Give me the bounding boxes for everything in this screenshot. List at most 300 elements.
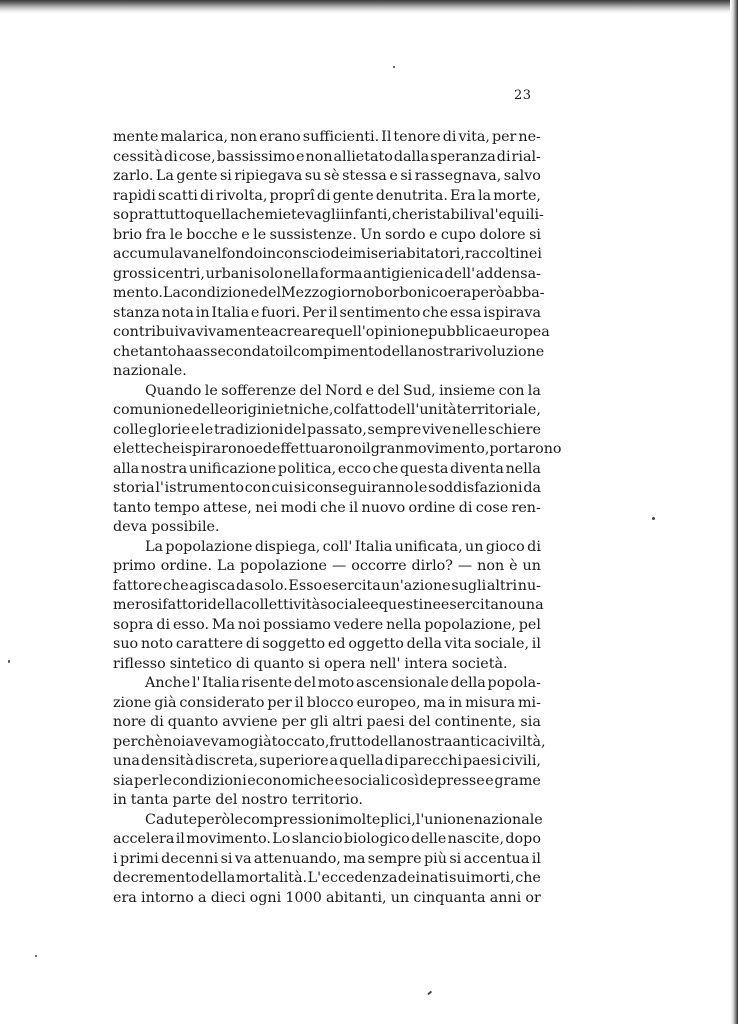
text-word: dei bbox=[397, 870, 421, 886]
text-line bbox=[113, 499, 541, 519]
text-word: si bbox=[400, 168, 413, 184]
text-word: era bbox=[113, 889, 137, 906]
text-word: del bbox=[299, 382, 322, 399]
text-word: Italia bbox=[211, 304, 250, 321]
text-word: delle bbox=[411, 831, 447, 847]
text-line bbox=[113, 616, 541, 636]
text-word: blocco bbox=[306, 694, 354, 711]
scan-speck bbox=[8, 660, 10, 663]
text-word: noto bbox=[140, 636, 174, 652]
text-line bbox=[113, 596, 544, 616]
text-word: mi- bbox=[518, 694, 541, 711]
scan-speck bbox=[652, 517, 655, 520]
text-word: infanti, bbox=[340, 207, 392, 223]
text-word: forma bbox=[319, 265, 363, 282]
text-word: e bbox=[190, 421, 200, 438]
text-word: sugli bbox=[451, 577, 487, 594]
text-word: vita bbox=[444, 636, 472, 652]
text-word: Italia bbox=[202, 675, 240, 691]
text-word: a bbox=[198, 889, 207, 906]
text-word: il bbox=[361, 441, 371, 457]
text-word: morti, bbox=[470, 870, 515, 886]
text-word: civiltà, bbox=[496, 733, 546, 750]
text-word: Cadute bbox=[145, 811, 198, 828]
text-word: il bbox=[531, 850, 541, 867]
text-word: con bbox=[244, 480, 271, 496]
text-word: quanto bbox=[253, 655, 305, 672]
text-word: tanto bbox=[113, 499, 151, 516]
text-word: economiche bbox=[247, 772, 334, 789]
text-word: — bbox=[457, 558, 473, 574]
text-word: passato, bbox=[306, 421, 367, 438]
text-word: e bbox=[250, 304, 260, 321]
text-word: è bbox=[509, 558, 518, 574]
text-word: questi bbox=[378, 597, 424, 613]
scan-speck bbox=[393, 66, 395, 68]
text-word: soggetto bbox=[262, 636, 326, 652]
text-word: compressioni bbox=[243, 811, 340, 828]
text-word: il bbox=[531, 636, 541, 652]
text-word: assecondato bbox=[194, 343, 284, 360]
text-word: a bbox=[329, 753, 339, 769]
text-word: gente bbox=[176, 168, 218, 184]
text-word: ordine. bbox=[160, 558, 213, 574]
text-word: brio bbox=[113, 226, 143, 243]
text-word: oggetto bbox=[348, 636, 404, 652]
text-line bbox=[113, 655, 541, 675]
text-word: del bbox=[215, 792, 238, 808]
text-word: mortalità. bbox=[235, 870, 308, 886]
text-word: frutto bbox=[329, 733, 371, 750]
text-word: Lo bbox=[272, 831, 291, 847]
text-word: la bbox=[477, 187, 492, 204]
text-word: vivamente bbox=[195, 324, 271, 340]
text-word: del bbox=[377, 382, 400, 399]
text-word: su bbox=[304, 168, 322, 184]
text-word: sordo bbox=[384, 226, 426, 243]
text-word: di bbox=[496, 148, 511, 165]
text-word: speranza bbox=[430, 148, 496, 165]
text-word: nella bbox=[386, 616, 422, 633]
text-word: stessa bbox=[342, 168, 387, 184]
text-word: sociale, bbox=[474, 636, 530, 652]
text-word: ha bbox=[176, 343, 195, 360]
text-word: sussistenze. bbox=[269, 226, 357, 243]
text-word: nell' bbox=[369, 655, 401, 672]
text-word: di bbox=[384, 753, 399, 769]
text-word: nostro bbox=[241, 792, 288, 808]
text-word: della bbox=[370, 733, 407, 750]
text-word: rivolta, bbox=[215, 187, 268, 204]
text-word: quella bbox=[194, 207, 239, 223]
text-word: di bbox=[245, 636, 260, 652]
text-word: salvo bbox=[503, 168, 541, 184]
text-word: continente, bbox=[434, 714, 517, 730]
text-word: nazionale bbox=[473, 811, 543, 828]
text-word: si bbox=[219, 168, 232, 184]
text-word: per bbox=[491, 129, 517, 145]
text-word: urbani bbox=[205, 265, 254, 282]
text-word: del bbox=[293, 675, 317, 691]
text-line bbox=[113, 323, 550, 343]
text-line bbox=[113, 713, 541, 733]
text-word: abitanti, bbox=[325, 889, 387, 906]
text-word: di bbox=[200, 187, 214, 204]
text-word: da bbox=[523, 480, 541, 496]
text-word: bassissimo bbox=[216, 148, 296, 165]
text-word: superiore bbox=[259, 753, 329, 769]
text-word: movimento. bbox=[186, 831, 271, 847]
text-word: altri bbox=[486, 577, 518, 594]
text-word: nati bbox=[420, 870, 449, 886]
text-word: suo bbox=[113, 636, 139, 652]
text-word: primi bbox=[119, 850, 159, 867]
text-word: ma bbox=[423, 694, 446, 711]
text-word: del bbox=[408, 714, 431, 730]
text-line bbox=[113, 733, 546, 753]
text-word: sufficienti. bbox=[302, 129, 380, 145]
text-word: della bbox=[406, 636, 442, 652]
text-line bbox=[113, 421, 541, 441]
text-word: grame bbox=[494, 772, 541, 789]
text-word: da bbox=[236, 577, 254, 594]
text-word: l' bbox=[415, 811, 425, 828]
text-word: le bbox=[204, 382, 218, 399]
text-word: e bbox=[370, 597, 379, 613]
text-word: anni bbox=[489, 889, 522, 906]
text-word: mieteva bbox=[264, 207, 322, 223]
text-word: paesi bbox=[366, 714, 405, 730]
text-word: un bbox=[390, 889, 410, 906]
text-word: denutrita. bbox=[375, 187, 448, 204]
text-word: popolazione bbox=[240, 558, 328, 574]
text-word: L' bbox=[307, 870, 322, 886]
text-word: europeo, bbox=[356, 694, 421, 711]
scan-speck bbox=[35, 955, 37, 957]
text-line bbox=[113, 284, 545, 304]
text-word: soddisfazioni bbox=[428, 480, 523, 496]
text-word: l' bbox=[155, 480, 164, 496]
text-word: misura bbox=[465, 694, 516, 711]
text-word: carattere bbox=[175, 636, 244, 652]
text-word: collettività bbox=[243, 597, 321, 613]
text-word: il bbox=[283, 343, 293, 360]
text-word: accumulava bbox=[113, 246, 200, 262]
text-word: essa bbox=[449, 304, 482, 321]
text-word: colle bbox=[113, 421, 148, 438]
text-word: l' bbox=[191, 675, 201, 691]
text-word: stanza bbox=[113, 304, 160, 321]
text-word: nu- bbox=[517, 577, 541, 594]
text-word: scatti bbox=[157, 187, 198, 204]
text-word: unificata, bbox=[394, 538, 463, 555]
text-word: ma bbox=[343, 850, 366, 867]
text-word: nostra bbox=[406, 733, 453, 750]
text-word: di bbox=[235, 655, 250, 672]
text-word: ed bbox=[254, 441, 273, 457]
text-word: con bbox=[498, 382, 525, 399]
text-word: ne- bbox=[518, 129, 541, 145]
text-word: e bbox=[296, 148, 305, 165]
text-word: tanta bbox=[130, 792, 169, 808]
text-word: una bbox=[516, 597, 544, 613]
text-word: per bbox=[267, 694, 292, 711]
text-line bbox=[113, 401, 541, 421]
text-word: riflesso bbox=[113, 655, 166, 672]
text-word: di bbox=[156, 616, 171, 633]
text-word: mento. bbox=[113, 285, 163, 301]
text-word: grossi bbox=[113, 265, 157, 282]
text-word: un'azione bbox=[381, 577, 451, 594]
text-line bbox=[113, 362, 541, 382]
text-word: nel bbox=[199, 246, 222, 262]
text-word: in bbox=[113, 792, 127, 808]
text-word: si bbox=[449, 850, 462, 867]
text-line bbox=[113, 128, 541, 148]
text-word: antigienica bbox=[363, 265, 444, 282]
text-word: intera bbox=[404, 655, 448, 672]
text-word: politica, bbox=[277, 460, 337, 477]
scan-shadow-top bbox=[0, 0, 738, 14]
text-word: dell' bbox=[388, 402, 420, 418]
text-word: sempre bbox=[367, 850, 422, 867]
text-word: sè bbox=[323, 168, 340, 184]
text-word: per bbox=[281, 714, 307, 730]
text-word: Il bbox=[381, 129, 392, 145]
text-word: l'equili- bbox=[490, 207, 544, 223]
text-word: storia bbox=[113, 480, 155, 496]
text-word: tenore bbox=[393, 129, 441, 145]
text-word: Quando bbox=[145, 382, 202, 399]
text-word: raccolti bbox=[464, 246, 520, 262]
text-word: ne bbox=[423, 597, 441, 613]
text-word: cinquanta bbox=[413, 889, 486, 906]
text-word: nazionale. bbox=[113, 363, 187, 379]
text-word: densità bbox=[140, 753, 194, 769]
text-word: fondo bbox=[221, 246, 263, 262]
text-word: in bbox=[195, 304, 210, 321]
text-word: inconscio bbox=[262, 246, 331, 262]
text-word: della bbox=[382, 343, 418, 360]
text-word: primo bbox=[113, 558, 156, 574]
text-word: di bbox=[316, 187, 331, 204]
text-word: nei bbox=[255, 499, 278, 516]
text-line bbox=[113, 479, 541, 499]
text-word: gli bbox=[310, 714, 329, 730]
text-line bbox=[113, 577, 541, 597]
text-word: soprattutto bbox=[113, 207, 195, 223]
text-word: discreta, bbox=[194, 753, 259, 769]
text-word: sempre bbox=[367, 421, 422, 438]
text-word: istrumento bbox=[164, 480, 244, 496]
text-word: così bbox=[390, 772, 419, 789]
text-word: or bbox=[525, 889, 541, 906]
text-word: una bbox=[113, 753, 140, 769]
text-word: bocche bbox=[186, 226, 238, 243]
text-word: per bbox=[134, 772, 159, 789]
text-word: unione bbox=[424, 811, 474, 828]
text-word: in bbox=[448, 694, 463, 711]
text-word: fattore bbox=[113, 577, 163, 594]
text-word: zione bbox=[113, 694, 152, 711]
text-word: esso. bbox=[172, 616, 209, 633]
text-word: modi bbox=[280, 499, 317, 516]
text-word: malarica, bbox=[160, 129, 229, 145]
text-word: vita, bbox=[458, 129, 490, 145]
text-word: ordine bbox=[408, 499, 456, 516]
text-word: dispiega, bbox=[254, 538, 321, 555]
text-word: gioco bbox=[485, 538, 525, 555]
text-word: nei bbox=[519, 246, 542, 262]
text-word: vive bbox=[422, 421, 452, 438]
text-word: dieci bbox=[210, 889, 246, 906]
text-word: sopra bbox=[113, 616, 154, 633]
text-word: la bbox=[527, 382, 541, 399]
text-word: va bbox=[234, 850, 252, 867]
text-word: contribuiva bbox=[113, 324, 196, 340]
text-line bbox=[113, 148, 541, 168]
text-word: che bbox=[391, 207, 418, 223]
text-word: e bbox=[241, 226, 250, 243]
text-word: ren- bbox=[511, 499, 541, 516]
text-word: possiamo bbox=[263, 616, 331, 633]
text-word: non bbox=[305, 148, 333, 165]
text-word: cupo bbox=[440, 226, 476, 243]
text-line bbox=[113, 265, 541, 285]
text-word: insieme bbox=[439, 382, 496, 399]
text-word: dolore bbox=[479, 226, 526, 243]
text-word: dell' bbox=[444, 265, 476, 282]
text-word: le bbox=[253, 226, 267, 243]
text-word: slancio bbox=[291, 831, 343, 847]
text-word: gran bbox=[370, 441, 405, 457]
text-word: popola- bbox=[487, 675, 541, 691]
text-line bbox=[113, 167, 541, 187]
text-word: antica bbox=[452, 733, 497, 750]
text-line bbox=[113, 674, 541, 694]
text-word: già bbox=[154, 694, 177, 711]
text-word: nelle bbox=[452, 421, 488, 438]
text-word: depresse bbox=[419, 772, 485, 789]
text-word: non bbox=[230, 129, 258, 145]
text-word: il bbox=[294, 694, 304, 711]
text-word: rassegnava, bbox=[414, 168, 502, 184]
text-word: però bbox=[197, 811, 231, 828]
text-word: che bbox=[238, 207, 265, 223]
text-word: decenni bbox=[161, 850, 219, 867]
text-word: un bbox=[465, 538, 484, 555]
text-word: La bbox=[217, 558, 236, 574]
text-word: i bbox=[113, 850, 118, 867]
text-word: sofferenze bbox=[221, 382, 297, 399]
text-line bbox=[113, 343, 545, 363]
text-word: fattori bbox=[162, 597, 208, 613]
text-word: Italia bbox=[354, 538, 393, 555]
text-word: intorno bbox=[141, 889, 194, 906]
text-word: ispirava bbox=[483, 304, 541, 321]
text-word: 1000 bbox=[285, 889, 322, 906]
text-word: tanto bbox=[138, 343, 177, 360]
text-word: morte, bbox=[493, 187, 541, 204]
text-word: fuori. bbox=[261, 304, 301, 321]
text-line bbox=[113, 226, 541, 246]
text-line bbox=[113, 538, 541, 558]
text-word: Per bbox=[302, 304, 327, 321]
text-word: conseguiranno bbox=[306, 480, 414, 496]
text-word: ogni bbox=[249, 889, 282, 906]
text-line bbox=[113, 869, 541, 889]
text-word: schiere bbox=[488, 421, 541, 438]
text-line bbox=[113, 889, 541, 909]
text-word: di bbox=[442, 129, 457, 145]
text-word: popolazione, bbox=[424, 616, 516, 633]
text-word: il bbox=[328, 304, 338, 321]
text-word: etniche, bbox=[275, 402, 334, 418]
text-word: rapidi bbox=[113, 187, 156, 204]
text-word: considerato bbox=[179, 694, 265, 711]
text-word: nella bbox=[505, 460, 541, 477]
text-line bbox=[113, 557, 541, 577]
text-word: sia bbox=[520, 714, 541, 730]
text-word: quanto bbox=[167, 714, 219, 730]
text-word: quell' bbox=[325, 324, 366, 340]
text-word: del bbox=[258, 285, 282, 301]
text-word: che bbox=[515, 870, 541, 886]
text-word: solo. bbox=[254, 577, 288, 594]
text-word: rial- bbox=[511, 148, 541, 165]
text-word: Nord bbox=[325, 382, 363, 399]
text-word: cose bbox=[475, 499, 509, 516]
text-word: territorio. bbox=[291, 792, 363, 808]
text-word: glorie bbox=[147, 421, 191, 438]
text-word: le bbox=[414, 480, 428, 496]
text-word: eccedenza bbox=[321, 870, 398, 886]
text-word: allietato bbox=[333, 148, 393, 165]
text-word: fatto bbox=[354, 402, 389, 418]
text-word: non bbox=[477, 558, 505, 574]
text-word: e bbox=[428, 226, 438, 243]
text-word: era bbox=[447, 285, 472, 301]
text-word: che bbox=[319, 499, 346, 516]
page-body-text bbox=[113, 128, 562, 908]
text-word: addensa- bbox=[475, 265, 541, 282]
text-word: toccato, bbox=[271, 733, 330, 750]
text-word: biologico bbox=[343, 831, 410, 847]
text-word: di bbox=[527, 538, 541, 555]
text-word: Esso bbox=[288, 577, 323, 594]
text-word: elette bbox=[113, 441, 155, 457]
text-word: sociale bbox=[320, 597, 371, 613]
text-word: paesi bbox=[463, 753, 502, 769]
text-word: tradizioni bbox=[213, 421, 284, 438]
text-word: — bbox=[331, 558, 347, 574]
text-word: sintetico bbox=[169, 655, 232, 672]
text-word: Era bbox=[450, 187, 476, 204]
text-line bbox=[113, 460, 541, 480]
text-word: diventa bbox=[450, 460, 504, 477]
text-word: erano bbox=[259, 129, 301, 145]
text-word: ispirarono bbox=[180, 441, 255, 457]
text-word: che bbox=[422, 304, 448, 321]
text-word: ecco bbox=[337, 460, 371, 477]
text-word: effettuarono bbox=[272, 441, 362, 457]
text-word: merosi bbox=[113, 597, 163, 613]
text-word: che bbox=[113, 343, 139, 360]
text-word: opera bbox=[324, 655, 366, 672]
text-word: mente bbox=[113, 129, 159, 145]
text-word: parte bbox=[172, 792, 212, 808]
text-word: coll' bbox=[322, 538, 353, 555]
